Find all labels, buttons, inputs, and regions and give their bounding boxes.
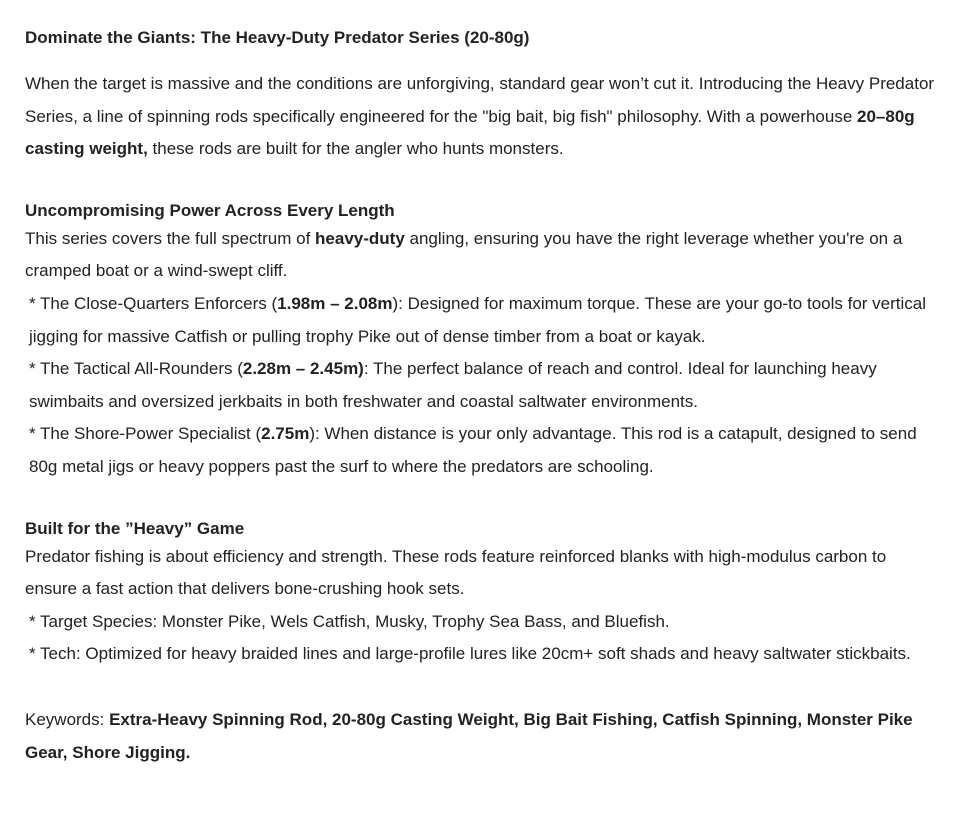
list-item [25, 288, 935, 353]
list-item-text: : The perfect balance of reach and control. Ideal for launching heavy swimbaits and oversized jerkbaits in both freshwater and coastal saltwater environments. [29, 359, 877, 411]
list-item-length: 1.98m – 2.08m [277, 293, 393, 313]
keywords-label: Keywords: [25, 709, 110, 729]
power-heavy-duty: heavy-duty [315, 228, 405, 248]
built-paragraph: Predator fishing is about efficiency and strength. These rods feature reinforced blanks with high-modulus carbon to ensure a fast action that delivers bone-crushing hook sets. [25, 546, 887, 599]
built-title: Built for the ”Heavy” Game [25, 518, 245, 538]
list-item-text: ): When distance is your only advantage. This rod is a catapult, designed to send 80g metal jigs or heavy poppers past the surf to where the predators are schooling. [29, 424, 917, 476]
list-item: * Tech: Optimized for heavy braided lines and large-profile lures like 20cm+ soft shads and heavy saltwater stickbaits. [29, 644, 911, 664]
intro-text-a: When the target is massive and the conditions are unforgiving, standard gear won’t cut it. Introducing the Heavy Predator Series, a line of spinning rods specifically engineered for the "big bait, big fish" philosophy. With a powerhouse [25, 74, 935, 126]
power-text-b: angling, ensuring you have the right leverage whether you're on a cramped boat or a wind-swept cliff. [25, 228, 903, 281]
keywords-paragraph [25, 704, 935, 769]
list-item [25, 353, 935, 418]
list-item: * Target Species: Monster Pike, Wels Catfish, Musky, Trophy Sea Bass, and Bluefish. [29, 611, 670, 631]
power-paragraph [25, 223, 935, 288]
power-title: Uncompromising Power Across Every Length [25, 200, 395, 220]
intro-paragraph [25, 68, 935, 166]
list-item-text: ): Designed for maximum torque. These are your go-to tools for vertical jigging for massive Catfish or pulling trophy Pike out of dense timber from a boat or kayak. [29, 293, 927, 346]
spacer [25, 484, 935, 517]
keywords-list: Extra-Heavy Spinning Rod, 20-80g Casting Weight, Big Bait Fishing, Catfish Spinning, Monster Pike Gear, Shore Jigging. [25, 709, 913, 762]
intro-casting-weight: 20–80g casting weight, [25, 106, 915, 159]
list-item-text: * The Close-Quarters Enforcers ( [29, 293, 278, 313]
list-item-length: 2.75m [261, 424, 310, 444]
spacer [25, 166, 935, 199]
power-text-a: This series covers the full spectrum of [25, 228, 316, 248]
intro-title: Dominate the Giants: The Heavy-Duty Predator Series (20-80g) [25, 28, 530, 47]
list-item-length: 2.28m – 2.45m) [242, 359, 364, 379]
intro-text-b: these rods are built for the angler who hunts monsters. [147, 139, 564, 159]
list-item-text: * The Shore-Power Specialist ( [29, 424, 262, 444]
list-item-text: * The Tactical All-Rounders ( [29, 359, 243, 379]
spacer [25, 671, 935, 704]
list-item [25, 418, 935, 483]
